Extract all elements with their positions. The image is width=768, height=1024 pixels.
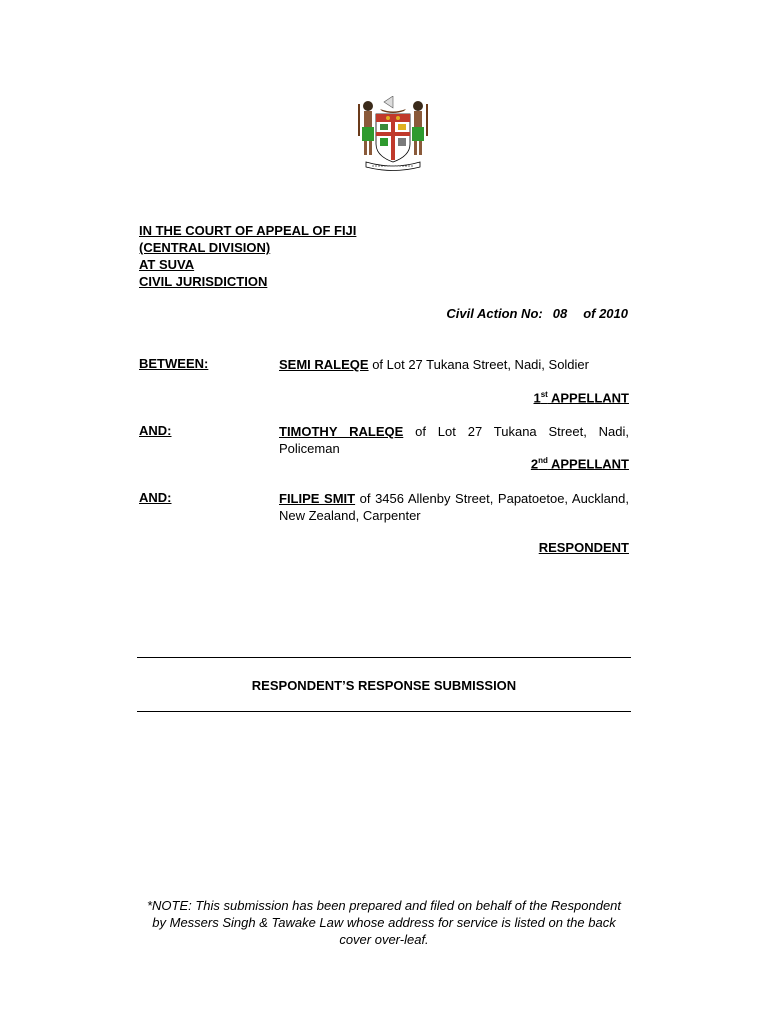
role-respondent: RESPONDENT [538,540,629,555]
court-division: (CENTRAL DIVISION) [139,240,271,255]
court-heading [139,222,356,290]
party-second-appellant [279,423,629,457]
civil-action-no: 08 [552,306,568,321]
party-detail: of Lot 27 Tukana Street, Nadi, Soldier [368,357,589,372]
party-detail: of Lot 27 Tukana Street, Nadi, Policeman [279,424,629,456]
party-name: SEMI RALEQE [279,357,369,372]
party-label-and: AND: [139,490,172,505]
role-second-appellant: 2nd APPELLANT [530,456,629,472]
civil-action-number [446,306,628,321]
party-respondent [279,490,629,524]
party-label-and: AND: [139,423,172,438]
civil-action-year: of 2010 [583,306,628,321]
civil-action-label: Civil Action No: [446,306,543,321]
party-detail: of 3456 Allenby Street, Papatoetoe, Auckland, New Zealand, Carpenter [279,491,629,523]
party-name: FILIPE SMIT [279,491,356,506]
top-divider [137,657,631,658]
party-label-between: BETWEEN: [139,356,209,371]
filing-note: *NOTE: This submission has been prepared and filed on behalf of the Respondent by Messers Singh & Tawake Law whose address for service is listed on the back cover over-leaf. [146,898,622,947]
court-name: IN THE COURT OF APPEAL OF FIJI [139,223,357,238]
submission-title: RESPONDENT’S RESPONSE SUBMISSION [251,678,517,693]
court-jurisdiction: CIVIL JURISDICTION [139,274,268,289]
fiji-coat-of-arms-icon [352,96,434,174]
court-location: AT SUVA [139,257,195,272]
role-first-appellant: 1st APPELLANT [533,390,629,406]
party-name: TIMOTHY RALEQE [279,424,404,439]
party-first-appellant [279,356,629,373]
bottom-divider [137,711,631,712]
